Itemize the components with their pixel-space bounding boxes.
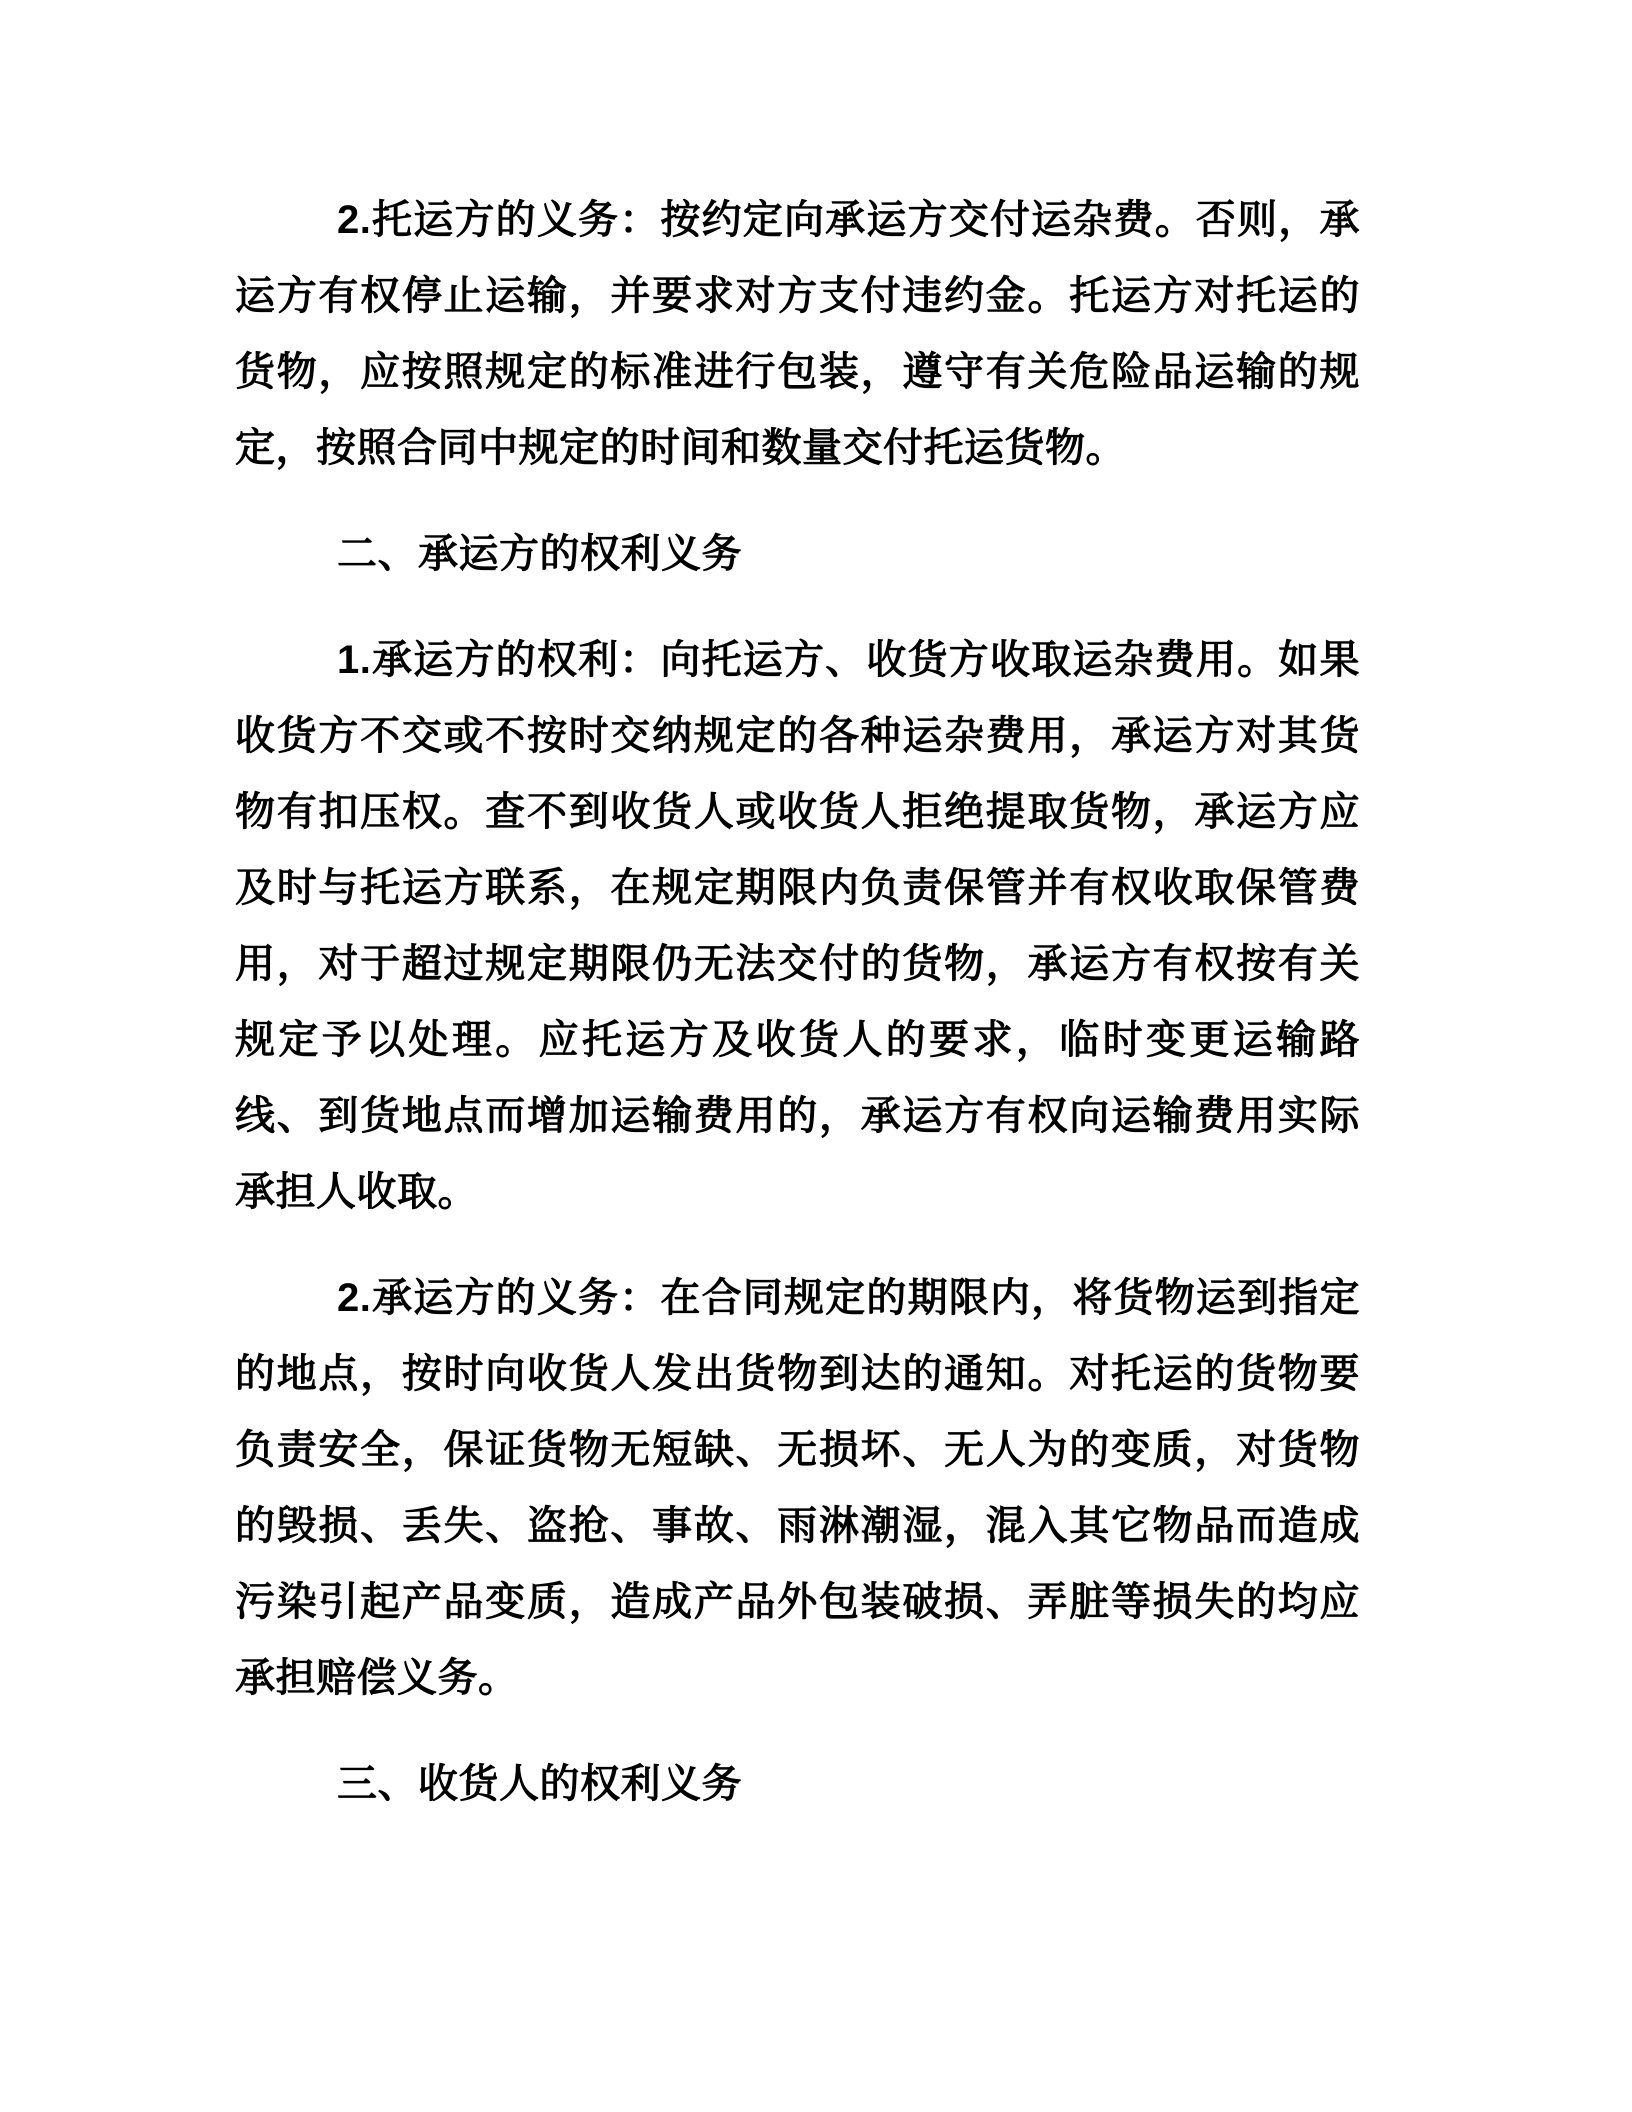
section-heading-carrier-rights-obligations: 二、承运方的权利义务 <box>337 532 742 576</box>
paragraph-shipper-obligations: 2.托运方的义务：按约定向承运方交付运杂费。否则，承运方有权停止运输，并要求对方支付违约金。托运方对托运的货物，应按照规定的标准进行包装，遵守有关危险品运输的规定，按照合同中规定的时间和数量交付托运货物。 <box>235 198 1360 470</box>
paragraph-carrier-obligations: 2.承运方的义务：在合同规定的期限内，将货物运到指定的地点，按时向收货人发出货物到达的通知。对托运的货物要负责安全，保证货物无短缺、无损坏、无人为的变质，对货物的毁损、丢失、盗抢、事故、雨淋潮湿，混入其它物品而造成污染引起产品变质，造成产品外包装破损、弄脏等损失的均应承担赔偿义务。 <box>235 1276 1360 1700</box>
section-heading-consignee-rights-obligations: 三、收货人的权利义务 <box>337 1762 742 1806</box>
paragraph-carrier-rights: 1.承运方的权利：向托运方、收货方收取运杂费用。如果收货方不交或不按时交纳规定的各种运杂费用，承运方对其货物有扣压权。查不到收货人或收货人拒绝提取货物，承运方应及时与托运方联系，在规定期限内负责保管并有权收取保管费用，对于超过规定期限仍无法交付的货物，承运方有权按有关规定予以处理。应托运方及收货人的要求，临时变更运输路线、到货地点而增加运输费用的，承运方有权向运输费用实际承担人收取。 <box>235 638 1360 1214</box>
